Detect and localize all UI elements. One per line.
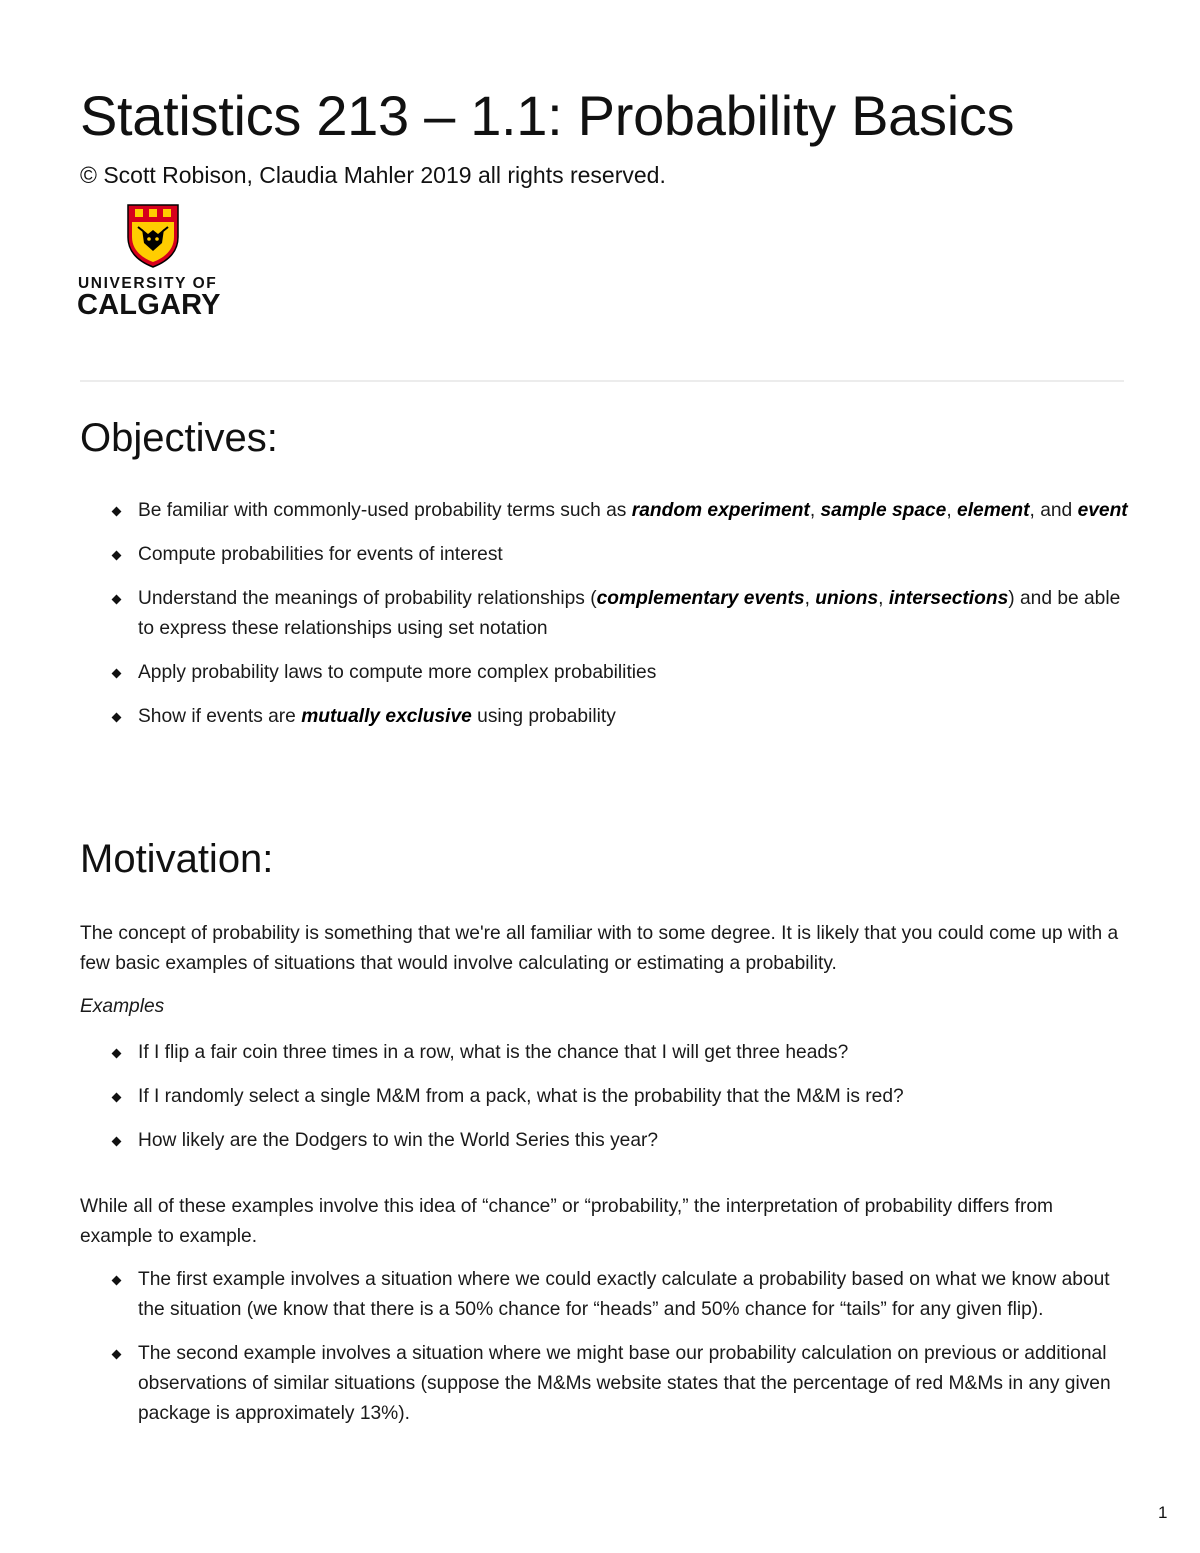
objectives-heading: Objectives: xyxy=(80,416,278,460)
list-item: If I flip a fair coin three times in a row, what is the chance that I will get three heads? xyxy=(80,1038,1130,1068)
list-item: Understand the meanings of probability relationships (complementary events, unions, intersections) and be able to express these relationships using set notation xyxy=(80,584,1130,644)
list-item: Compute probabilities for events of interest xyxy=(80,540,1130,570)
list-item: Apply probability laws to compute more complex probabilities xyxy=(80,658,1130,688)
logo-text-line1: UNIVERSITY OF xyxy=(78,275,218,292)
list-item: Be familiar with commonly-used probability terms such as random experiment, sample space, element, and event xyxy=(80,496,1130,526)
logo-text-line2: CALGARY xyxy=(77,289,221,321)
bullet-icon xyxy=(112,713,122,723)
examples-label: Examples xyxy=(80,996,165,1017)
examples-list xyxy=(80,1038,1130,1170)
crest-icon xyxy=(126,203,180,269)
bullet-icon xyxy=(112,595,122,605)
list-item: The first example involves a situation where we could exactly calculate a probability based on what we know about the situation (we know that there is a 50% chance for “heads” and 50% chance for “tails” for any given flip). xyxy=(80,1265,1130,1325)
explanations-list xyxy=(80,1265,1130,1443)
copyright-notice: © Scott Robison, Claudia Mahler 2019 all rights reserved. xyxy=(80,162,666,188)
bullet-icon xyxy=(112,1137,122,1147)
bullet-icon xyxy=(112,551,122,561)
list-item: Show if events are mutually exclusive using probability xyxy=(80,702,1130,732)
bullet-icon xyxy=(112,1093,122,1103)
bullet-icon xyxy=(112,507,122,517)
section-divider xyxy=(80,380,1124,382)
motivation-heading: Motivation: xyxy=(80,837,274,881)
bullet-icon xyxy=(112,1350,122,1360)
list-item: How likely are the Dodgers to win the World Series this year? xyxy=(80,1126,1130,1156)
page-title: Statistics 213 – 1.1: Probability Basics xyxy=(80,84,1015,147)
list-item: If I randomly select a single M&M from a pack, what is the probability that the M&M is red? xyxy=(80,1082,1130,1112)
page-number: 1 xyxy=(1158,1503,1168,1522)
bullet-icon xyxy=(112,1276,122,1286)
university-logo xyxy=(78,203,230,319)
objectives-list xyxy=(80,496,1130,746)
list-item: The second example involves a situation where we might base our probability calculation on previous or additional observations of similar situations (suppose the M&Ms website states that the percentage of red M&Ms in any given package is approximately 13%). xyxy=(80,1339,1130,1429)
interpretation-paragraph: While all of these examples involve this idea of “chance” or “probability,” the interpretation of probability differs from example to example. xyxy=(80,1196,1053,1247)
bullet-icon xyxy=(112,1049,122,1059)
bullet-icon xyxy=(112,669,122,679)
motivation-intro: The concept of probability is something that we're all familiar with to some degree. It is likely that you could come up with a few basic examples of situations that would involve calculating or estimating a probability. xyxy=(80,923,1119,974)
